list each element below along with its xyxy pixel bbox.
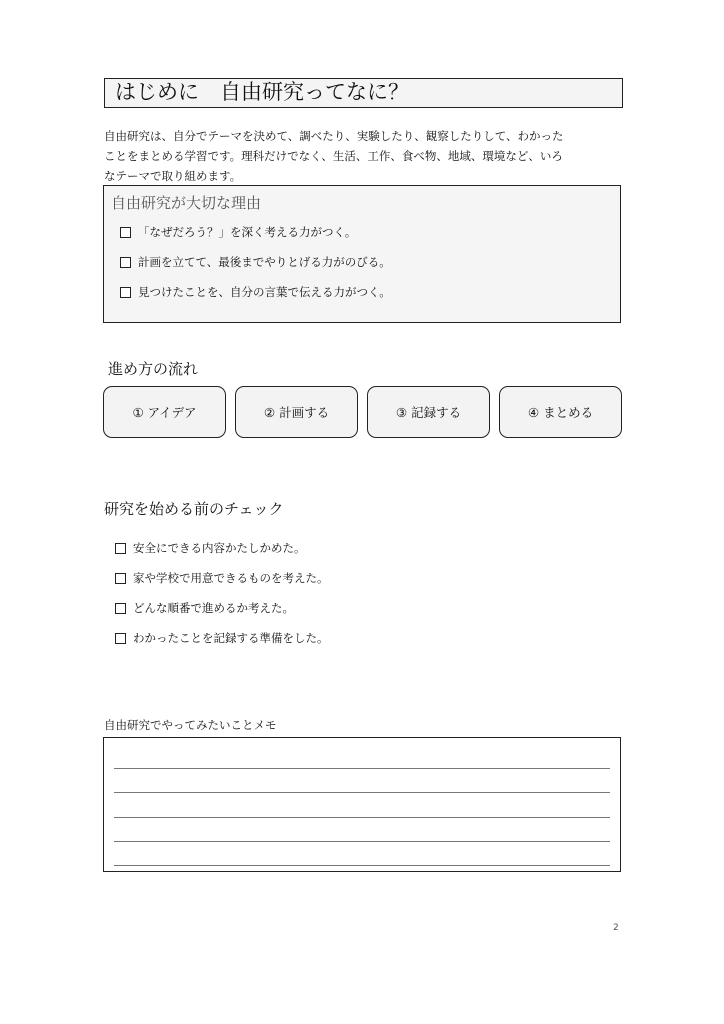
checklist-item <box>115 570 329 586</box>
checklist-title: 研究を始める前のチェック <box>104 500 284 518</box>
checkbox[interactable] <box>120 257 131 268</box>
checkbox[interactable] <box>115 543 126 554</box>
memo-line <box>114 817 610 818</box>
memo-line <box>114 768 610 769</box>
reason-text: 「なぜだろう？」を深く考える力がつく。 <box>138 225 357 239</box>
checklist-item <box>115 600 294 616</box>
reason-item <box>120 224 356 240</box>
intro-line: 自由研究は、自分でテーマを決めて、調べたり、実験したり、観察したりして、わかった <box>104 129 564 143</box>
checklist-text: 家や学校で用意できるものを考えた。 <box>133 571 329 585</box>
checklist-text: わかったことを記録する準備をした。 <box>133 631 329 645</box>
checkbox[interactable] <box>115 573 126 584</box>
memo-box[interactable] <box>103 737 621 872</box>
step-idea: ① アイデア <box>103 386 226 438</box>
memo-line <box>114 792 610 793</box>
checkbox[interactable] <box>115 633 126 644</box>
checklist-item <box>115 540 306 556</box>
reasons-box <box>103 185 621 323</box>
reason-item <box>120 254 391 270</box>
step-summarize: ④ まとめる <box>499 386 622 438</box>
reason-text: 計画を立てて、最後までやりとげる力がのびる。 <box>138 255 391 269</box>
memo-label: 自由研究でやってみたいことメモ <box>104 718 277 732</box>
page-number: 2 <box>613 923 619 933</box>
reason-text: 見つけたことを、自分の言葉で伝える力がつく。 <box>138 285 391 299</box>
reason-item <box>120 284 391 300</box>
memo-line <box>114 841 610 842</box>
reasons-title: 自由研究が大切な理由 <box>111 194 262 212</box>
step-record: ③ 記録する <box>367 386 490 438</box>
memo-line <box>114 865 610 866</box>
intro-paragraph <box>104 126 626 186</box>
intro-line: ことをまとめる学習です。理科だけでなく、生活、工作、食べ物、地域、環境など、いろ <box>104 149 563 163</box>
checkbox[interactable] <box>120 227 131 238</box>
page-title: はじめに 自由研究ってなに？ <box>104 78 623 108</box>
checkbox[interactable] <box>115 603 126 614</box>
checklist-text: 安全にできる内容かたしかめた。 <box>133 541 306 555</box>
step-plan: ② 計画する <box>235 386 358 438</box>
checklist-text: どんな順番で進めるか考えた。 <box>133 601 294 615</box>
intro-line: なテーマで取り組めます。 <box>104 169 242 183</box>
checklist-item <box>115 630 329 646</box>
flow-title: 進め方の流れ <box>108 360 199 378</box>
checkbox[interactable] <box>120 287 131 298</box>
